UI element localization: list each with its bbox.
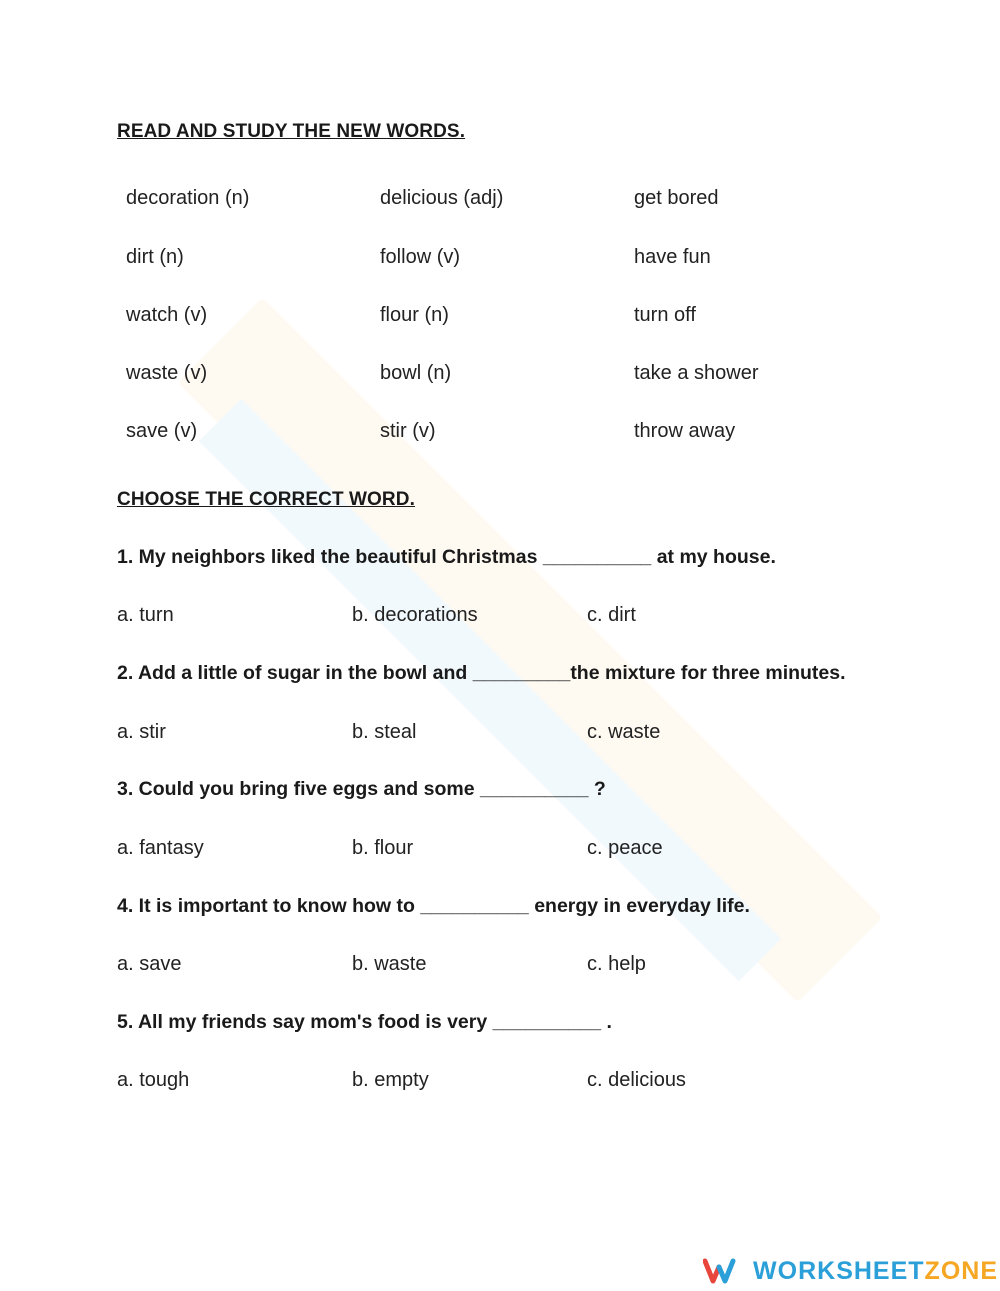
vocab-word: delicious (adj): [380, 187, 504, 209]
option-a[interactable]: a. tough: [117, 1069, 190, 1091]
question-2: 2. Add a little of sugar in the bowl and _________the mixture for three minutes.: [117, 662, 846, 684]
option-c[interactable]: c. help: [587, 953, 646, 975]
vocab-word: take a shower: [634, 362, 759, 384]
vocab-word: decoration (n): [126, 187, 250, 209]
option-c[interactable]: c. waste: [587, 721, 661, 743]
exercise-heading: CHOOSE THE CORRECT WORD.: [117, 489, 415, 510]
question-3: 3. Could you bring five eggs and some __________ ?: [117, 778, 606, 800]
option-a[interactable]: a. turn: [117, 604, 174, 626]
option-a[interactable]: a. stir: [117, 721, 166, 743]
worksheetzone-logo[interactable]: [703, 1255, 998, 1287]
vocab-word: turn off: [634, 304, 696, 326]
vocab-word: dirt (n): [126, 246, 184, 268]
vocab-word: follow (v): [380, 246, 461, 268]
option-c[interactable]: c. peace: [587, 837, 663, 859]
vocab-word: flour (n): [380, 304, 449, 326]
vocab-word: bowl (n): [380, 362, 452, 384]
option-b[interactable]: b. flour: [352, 837, 414, 859]
vocabulary-heading: READ AND STUDY THE NEW WORDS.: [117, 121, 466, 142]
option-a[interactable]: a. save: [117, 953, 182, 975]
w-logo-icon: [703, 1257, 743, 1285]
vocab-word: stir (v): [380, 420, 436, 442]
vocab-word: waste (v): [126, 362, 208, 384]
vocab-word: throw away: [634, 420, 736, 442]
vocab-word: watch (v): [126, 304, 208, 326]
option-b[interactable]: b. decorations: [352, 604, 478, 626]
option-b[interactable]: b. waste: [352, 953, 427, 975]
question-4: 4. It is important to know how to __________ energy in everyday life.: [117, 895, 750, 917]
option-b[interactable]: b. empty: [352, 1069, 429, 1091]
option-c[interactable]: c. dirt: [587, 604, 636, 626]
question-1: 1. My neighbors liked the beautiful Christmas __________ at my house.: [117, 546, 776, 568]
vocab-word: save (v): [126, 420, 198, 442]
option-b[interactable]: b. steal: [352, 721, 417, 743]
vocab-word: get bored: [634, 187, 719, 209]
vocab-word: have fun: [634, 246, 711, 268]
option-a[interactable]: a. fantasy: [117, 837, 204, 859]
question-5: 5. All my friends say mom's food is very __________ .: [117, 1011, 612, 1033]
logo-text: WORKSHEETZONE: [753, 1256, 998, 1285]
option-c[interactable]: c. delicious: [587, 1069, 686, 1091]
